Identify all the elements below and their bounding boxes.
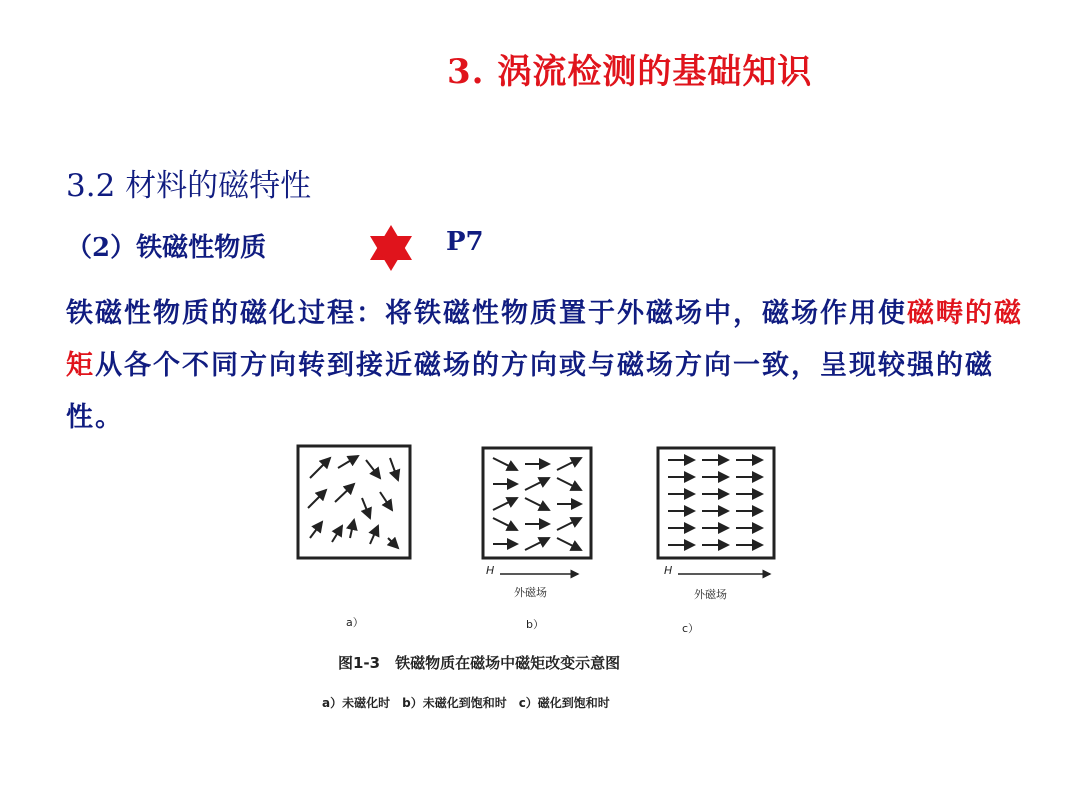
panel-b-h: H [486, 564, 495, 577]
domain-arrow-b-1-1 [525, 478, 549, 490]
panel-c-field: 外磁场 [694, 588, 727, 601]
domain-arrow-b-4-1 [525, 538, 549, 550]
domain-arrow-a-4 [308, 490, 326, 508]
page-reference: P7 [446, 227, 484, 257]
domain-arrow-a-5 [335, 484, 354, 502]
domain-arrow-a-10 [350, 520, 354, 538]
domain-arrow-a-12 [388, 538, 398, 548]
figure-caption: 图1-3 铁磁物质在磁场中磁矩改变示意图 [338, 654, 621, 672]
domain-arrow-b-3-2 [557, 518, 581, 530]
panel-a-label: a） [346, 616, 364, 629]
subsection-heading: （2）铁磁性物质 [66, 233, 267, 263]
paragraph-highlight: 磁畴的磁矩 [66, 298, 1023, 381]
figure-drawing [280, 438, 810, 728]
slide-title: 3. 涡流检测的基础知识 [447, 52, 813, 92]
domain-arrow-a-8 [310, 522, 322, 538]
panel-c-label: c） [682, 622, 700, 635]
domain-arrow-b-2-0 [493, 498, 517, 510]
domain-arrow-a-7 [380, 492, 392, 510]
domain-arrow-b-1-2 [557, 478, 581, 490]
domain-arrow-a-0 [310, 458, 330, 478]
panel-b-label: b） [526, 618, 544, 631]
section-heading: 3.2 材料的磁特性 [66, 168, 312, 204]
domain-arrow-a-9 [332, 526, 342, 542]
panel-c-h: H [664, 564, 673, 577]
figure-legend: a）未磁化时 b）未磁化到饱和时 c）磁化到饱和时 [322, 696, 610, 710]
domain-figure [280, 438, 810, 728]
paragraph-text-2: 从各个不同方向转到接近磁场的方向或与磁场方向一致，呈现较强的磁性。 [66, 350, 994, 433]
domain-arrow-b-0-2 [557, 458, 581, 470]
domain-arrow-b-0-0 [493, 458, 517, 470]
panel-c-box [658, 448, 774, 558]
domain-arrow-a-11 [370, 526, 378, 544]
six-point-star-icon [366, 225, 416, 271]
domain-arrow-b-2-1 [525, 498, 549, 510]
paragraph-text-1: 铁磁性物质的磁化过程：将铁磁性物质置于外磁场中，磁场作用使 [66, 298, 907, 329]
domain-arrow-a-6 [362, 498, 370, 518]
body-paragraph [66, 288, 1026, 444]
domain-arrow-a-1 [338, 456, 358, 468]
domain-arrow-a-3 [390, 458, 398, 480]
domain-arrow-a-2 [366, 460, 380, 478]
domain-arrow-b-4-2 [557, 538, 581, 550]
panel-b-field: 外磁场 [514, 586, 547, 599]
domain-arrow-b-3-0 [493, 518, 517, 530]
